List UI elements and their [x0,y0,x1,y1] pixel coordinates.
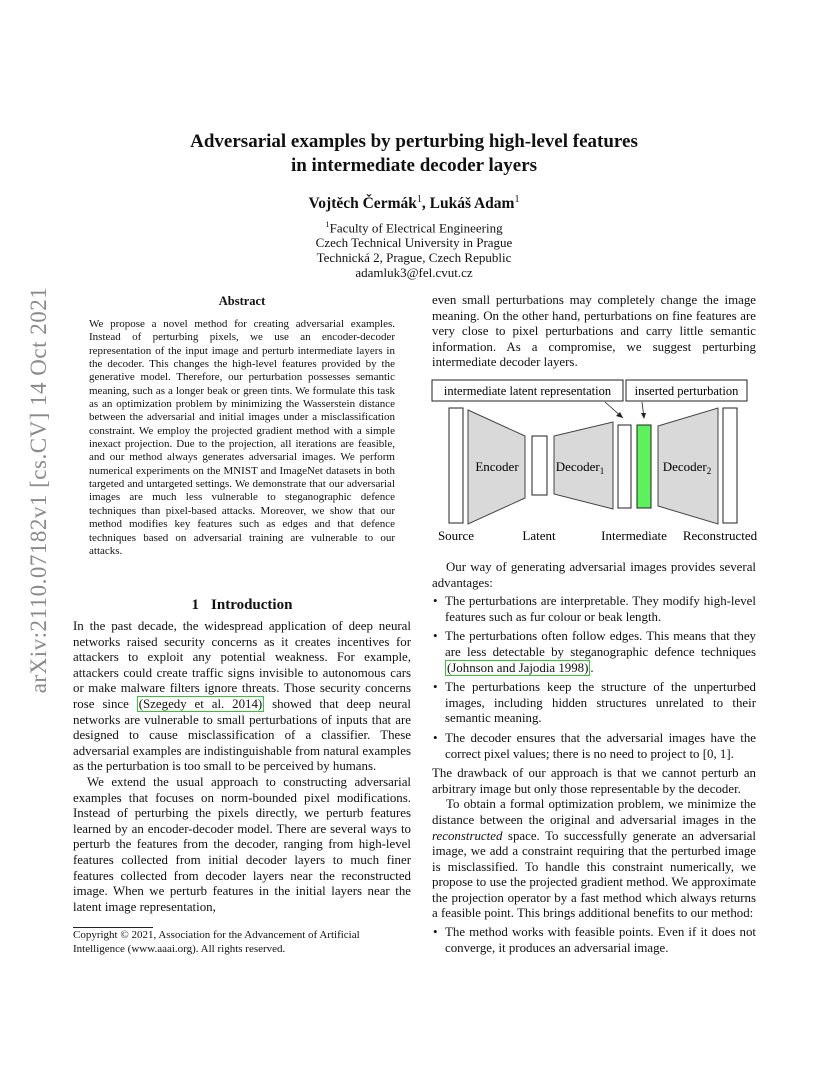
label-reconstructed: Reconstructed [682,528,758,543]
arxiv-stamp [18,280,60,700]
list-item: • The perturbations often follow edges. This means that they are less detectable by steganographic defence techniques (Johnson and Jajodia 1998) . [432,629,756,676]
paper-title [0,130,828,178]
formulation-paragraph: To obtain a formal optimization problem, we minimize the distance between the original and adversarial images in the reconstructed space. To successfully generate an adversarial image, we add a constraint requiring that the perturbed image is misclassified. To handle this constraint numerically, we propose to use the projected gradient method. We approximate the projection operator by a fast method which always returns a feasible point. This brings additional benefits to our method: [432,797,756,921]
footnote-rule [73,927,153,928]
citation-szegedy[interactable]: (Szegedy et al. 2014) [138,696,263,711]
list-item: • The perturbations are interpretable. They modify high-level features such as fur colour or beak length. [432,594,756,625]
list-item: • The method works with feasible points. Even if it does not converge, it produces an adversarial image. [432,925,756,956]
affil-faculty: Faculty of Electrical Engineering [329,220,503,236]
architecture-figure [430,378,760,554]
right-paragraph-top: even small perturbations may completely change the image meaning. On the other hand, perturbations on fine features are very close to pixel perturbations and carry little semantic information. As a compromise, we suggest perturbing intermediate decoder layers. [432,293,756,370]
affiliation: $^1$Faculty of Electrical Engineering Czech Technical University in Prague Technická 2, Prague, Czech Republic adamluk3@fel.cvut.cz [0,217,828,280]
legend-perturbation-label: inserted perturbation [634,384,739,398]
abstract-body: We propose a novel method for creating adversarial examples. Instead of perturbing pixels, we use an encoder-decoder representation of the input image and perturb intermediate layers in the decoder. This changes the high-level features provided by the generative model. Therefore, our perturbation possesses semantic meaning, such as a longer beak or green tints. We formulate this task as an optimization problem by minimizing the Wasserstein distance between the adversarial and initial images under a misclassification constraint. We employ the projected gradient method with a simple inexact projection. Due to the projection, all iterations are feasible, and our method always generates adversarial images. We perform numerical experiments on the MNIST and ImageNet datasets in both targeted and untargeted settings. We demonstrate that our adversarial images are much less vulnerable to steganographic defence techniques than pixel-based attacks. Moreover, we show that our method modifies key features such as edges and that defence techniques based on adversarial training are vulnerable to our attacks. [89,318,395,557]
email: adamluk3@fel.cvut.cz [355,265,473,281]
reconstructed-bar [723,408,737,523]
advantages-list [432,594,756,762]
section-number: 1 [191,597,200,613]
arrow-perturbation-head [641,413,646,419]
intro-paragraph-2: We extend the usual approach to constructing adversarial examples that focuses on norm-bounded pixel modifications. Instead of perturbing the pixels directly, we perturb features learned by an encoder-decoder model. There are several ways to perturb the features from the decoder, ranging from high-level features collected from initial decoder layers to much finer features collected from decoder layers near the reconstructed image. When we perturb features in the initial layers near the latent image representation, [73,774,411,914]
label-intermediate: Intermediate [601,528,667,543]
encoder-label: Encoder [475,459,519,474]
drawback-paragraph: The drawback of our approach is that we cannot perturb an arbitrary image but only those representable by the decoder. [432,766,756,796]
copyright-footnote: Copyright © 2021, Association for the Advancement of Artificial Intelligence (www.aaai.org). All rights reserved. [73,929,360,955]
advantages-intro: Our way of generating adversarial images provides several advantages: [432,560,756,590]
title-line-2: in intermediate decoder layers [290,155,538,176]
title-line-1: Adversarial examples by perturbing high-level features [190,131,638,152]
intro-paragraph-1: In the past decade, the widespread application of deep neural networks raised security concerns as it creates incentives for attackers to exploit any potential weakness. For example, attackers could create traffic signs invisible to autonomous cars or make malware filters ignore threats. Those security concerns rose since (Szegedy et al. 2014) showed that deep neural networks are vulnerable to small perturbations of inputs that are designed to cause misclassification of a classifier. These adversarial examples are indistinguishable from natural examples as the perturbation is too small to be perceived by humans. [73,619,411,774]
affil-address: Technická 2, Prague, Czech Republic [316,250,512,266]
arxiv-id: arXiv:2110.07182v1 [cs.CV] 14 Oct 2021 [26,286,51,694]
author-1: Vojtěch Čermák [308,195,417,213]
benefits-list [432,925,756,956]
intro-text [73,619,411,915]
perturbation-bar [637,425,651,508]
architecture-diagram [430,378,760,554]
author-2: Lukáš Adam [429,195,515,213]
authors: Vojtěch Čermák$^1$, Lukáš Adam$^1$ [308,194,520,213]
decoder2-label: Decoder$_2$ [662,459,712,476]
section-title: Introduction [211,597,293,613]
right-column-body [432,560,756,960]
list-item: • The perturbations keep the structure of the unperturbed images, including hidden structures unrelated to their semantic meaning. [432,680,756,727]
decoder1-label: Decoder$_1$ [555,459,605,476]
section-heading-introduction [73,597,411,614]
citation-johnson-jajodia[interactable]: (Johnson and Jajodia 1998) [447,660,589,675]
list-item: • The decoder ensures that the adversarial images have the correct pixel values; there is no need to project to [0, 1]. [432,731,756,762]
abstract-heading: Abstract [218,294,266,308]
label-source: Source [437,528,475,543]
affil-university: Czech Technical University in Prague [315,235,513,251]
latent-bar [532,436,547,495]
legend-latent-label: intermediate latent representation [443,384,612,398]
intermediate-bar [618,425,631,508]
label-latent: Latent [522,528,556,543]
source-bar [449,408,463,523]
